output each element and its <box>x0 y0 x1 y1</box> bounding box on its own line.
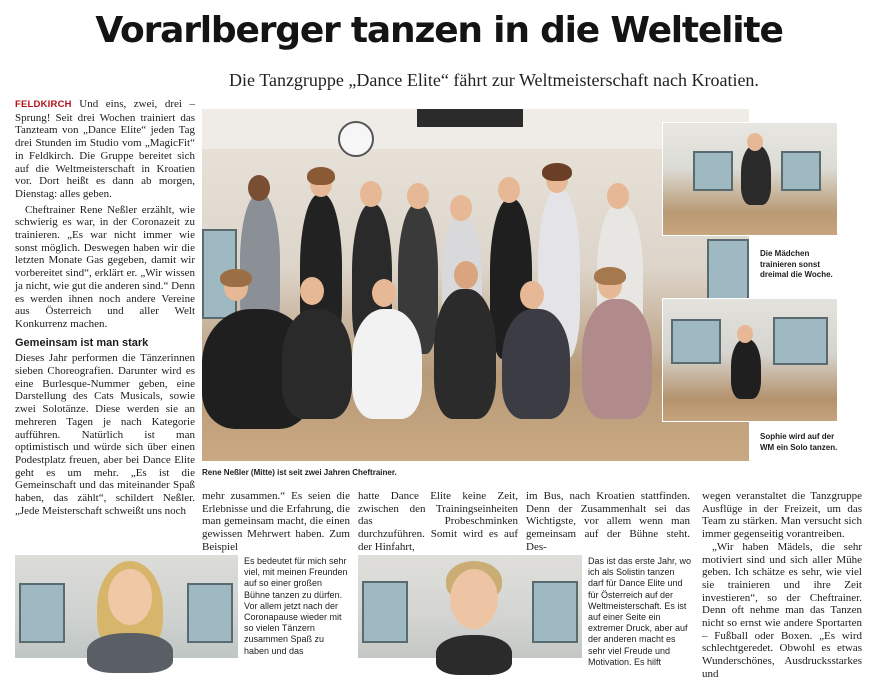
dancer-head <box>520 281 544 309</box>
dancer-figure <box>282 309 352 419</box>
wall-clock-icon <box>338 121 374 157</box>
dancer-figure <box>741 145 771 205</box>
dancer-figure <box>582 299 652 419</box>
dancer-hair <box>542 163 572 181</box>
quote-1: Es bedeutet für mich sehr viel, mit meinen Freunden auf so einer großen Bühne tanzen zu dürfen. Vor allem jetzt nach der Coronapause wieder mit so vielen Tänzern zusammen Spaß zu haben und das <box>244 556 348 656</box>
window <box>19 583 65 643</box>
side-photo-solo <box>662 298 838 422</box>
caption-main: Rene Neßler (Mitte) ist seit zwei Jahren Cheftrainer. <box>202 468 397 477</box>
dancer-head <box>737 325 753 343</box>
quote-2: Das ist das erste Jahr, wo ich als Solistin tanzen darf für Dance Elite und für Österreich auf der Weltmeisterschaft. Es ist auf einer Seite ein extremer Druck, aber auf der anderen macht es sehr viel Freude und Motivation. Es hilft <box>588 556 692 667</box>
dancer-head <box>450 195 472 221</box>
article-column-3: hatte Dance Elite keine Zeit, zwischen den Trainingseinheiten das Probeschminken durchzuführen. Somit wird es auf der Hinfahrt, <box>358 490 518 553</box>
dancer-hair <box>220 269 252 287</box>
article-subheadline: Die Tanzgruppe „Dance Elite“ fährt zur Weltmeisterschaft nach Kroatien. <box>229 70 759 90</box>
dancer-head <box>747 133 763 151</box>
portrait-shirt <box>436 635 512 675</box>
dancer-figure <box>502 309 570 419</box>
paragraph-1-text: Und eins, zwei, drei – Sprung! Seit drei Wochen trainiert das Tanzteam von „Dance Elite“ jeden Tag drei Stunden im Studio vom „MagicFit“ in Feldkirch. Die Gruppe bereitet sich auf die Weltmeisterschaft in Kroatien vor. Dort heißt es dann ab morgen, Dienstag: alles geben. <box>15 98 196 200</box>
caption-side-2: Sophie wird auf der WM ein Solo tanzen. <box>760 432 838 452</box>
portrait-photo-2 <box>358 555 582 658</box>
article-column-4: im Bus, nach Kroatien stattfinden. Denn der Zusammenhalt sei das Wichtigste, vor allem wenn man gemeinsam auf der Bühne steht. Des- <box>526 490 690 553</box>
portrait-face <box>108 569 152 625</box>
dancer-head <box>607 183 629 209</box>
window <box>187 583 233 643</box>
dancer-figure <box>434 289 496 419</box>
window <box>532 581 578 643</box>
dancer-figure <box>352 309 422 419</box>
dancer-figure <box>731 339 761 399</box>
window <box>671 319 721 364</box>
article-column-5 <box>702 490 862 681</box>
location-kicker: FELDKIRCH <box>15 99 72 110</box>
paragraph-2: Cheftrainer Rene Neßler erzählt, wie schwierig es war, in der Coronazeit zu trainieren. „Es war nicht immer wie sonst möglich. Deswegen haben wir die letzten Monate Gas gegeben, damit wir vorbereitet sind“, erklärt er. „Wir wissen ja nicht, wie gut die anderen sind.“ Denn es werden ihnen noch andere Vereine aus Österreich und aller Welt Konkurrenz machen. <box>15 203 195 330</box>
article-headline: Vorarlberger tanzen in die Weltelite <box>95 10 783 51</box>
article-column-2: mehr zusammen.“ Es seien die Erlebnisse und die Erfahrung, die man gemeinsam macht, die einen gewissen Mehrwert haben. Zum Beispiel <box>202 490 350 553</box>
section-subhead: Gemeinsam ist man stark <box>15 336 149 349</box>
portrait-shirt <box>87 633 173 673</box>
dancer-head <box>360 181 382 207</box>
paragraph-col5-1: wegen veranstaltet die Tanzgruppe Ausflüge in der Freizeit, um das Team zu stärken. Man versucht sich immer gegenseitig vorantreiben. <box>702 490 862 541</box>
paragraph-col5-2: „Wir haben Mädels, die sehr motiviert sind und sich aller Mühe geben. Ich schätze es sehr, wie viel sie trainieren und ihre Zeit investieren“, so der Cheftrainer. Denn oft nehme man das Tanzen nicht so ernst wie andere Sportarten – Fußball oder Boxen. „Es wird schlechtgeredet. Obwohl es etwas Wunderschönes, Ausdrucksstarkes und <box>702 540 862 680</box>
window <box>693 151 733 191</box>
dancer-hair <box>307 167 335 185</box>
dancer-head <box>300 277 324 305</box>
side-photo-training <box>662 122 838 236</box>
dancer-head <box>248 175 270 201</box>
window <box>362 581 408 643</box>
dancer-head <box>372 279 396 307</box>
dancer-hair <box>594 267 626 285</box>
window <box>773 317 828 365</box>
tv-screen <box>417 109 523 127</box>
portrait-face <box>450 569 498 629</box>
paragraph-1 <box>15 98 195 201</box>
caption-side-1: Die Mädchen trainieren sonst dreimal die Woche. <box>760 249 833 279</box>
paragraph-3: Dieses Jahr performen die Tänzerinnen sieben Choreografien. Darunter wird es eine Burlesque-Nummer geben, eine Darstellung des Cats Musicals, sowie zwei Solotänze. Diese werden sie an mehreren Tagen je nach Kategorie aufführen. Natürlich ist man optimistisch und würde sich über einen Podestplatz freuen, aber bei Dance Elite geht es um mehr. „Es ist die Gemeinschaft und das miteinander Spaß haben, das zählt“, schildert Neßler. „Jede Meisterschaft schweißt uns noch <box>15 352 195 517</box>
article-column-1 <box>15 98 195 518</box>
window <box>781 151 821 191</box>
portrait-photo-1 <box>15 555 238 658</box>
dancer-head <box>498 177 520 203</box>
dancer-head <box>454 261 478 289</box>
dancer-head <box>407 183 429 209</box>
